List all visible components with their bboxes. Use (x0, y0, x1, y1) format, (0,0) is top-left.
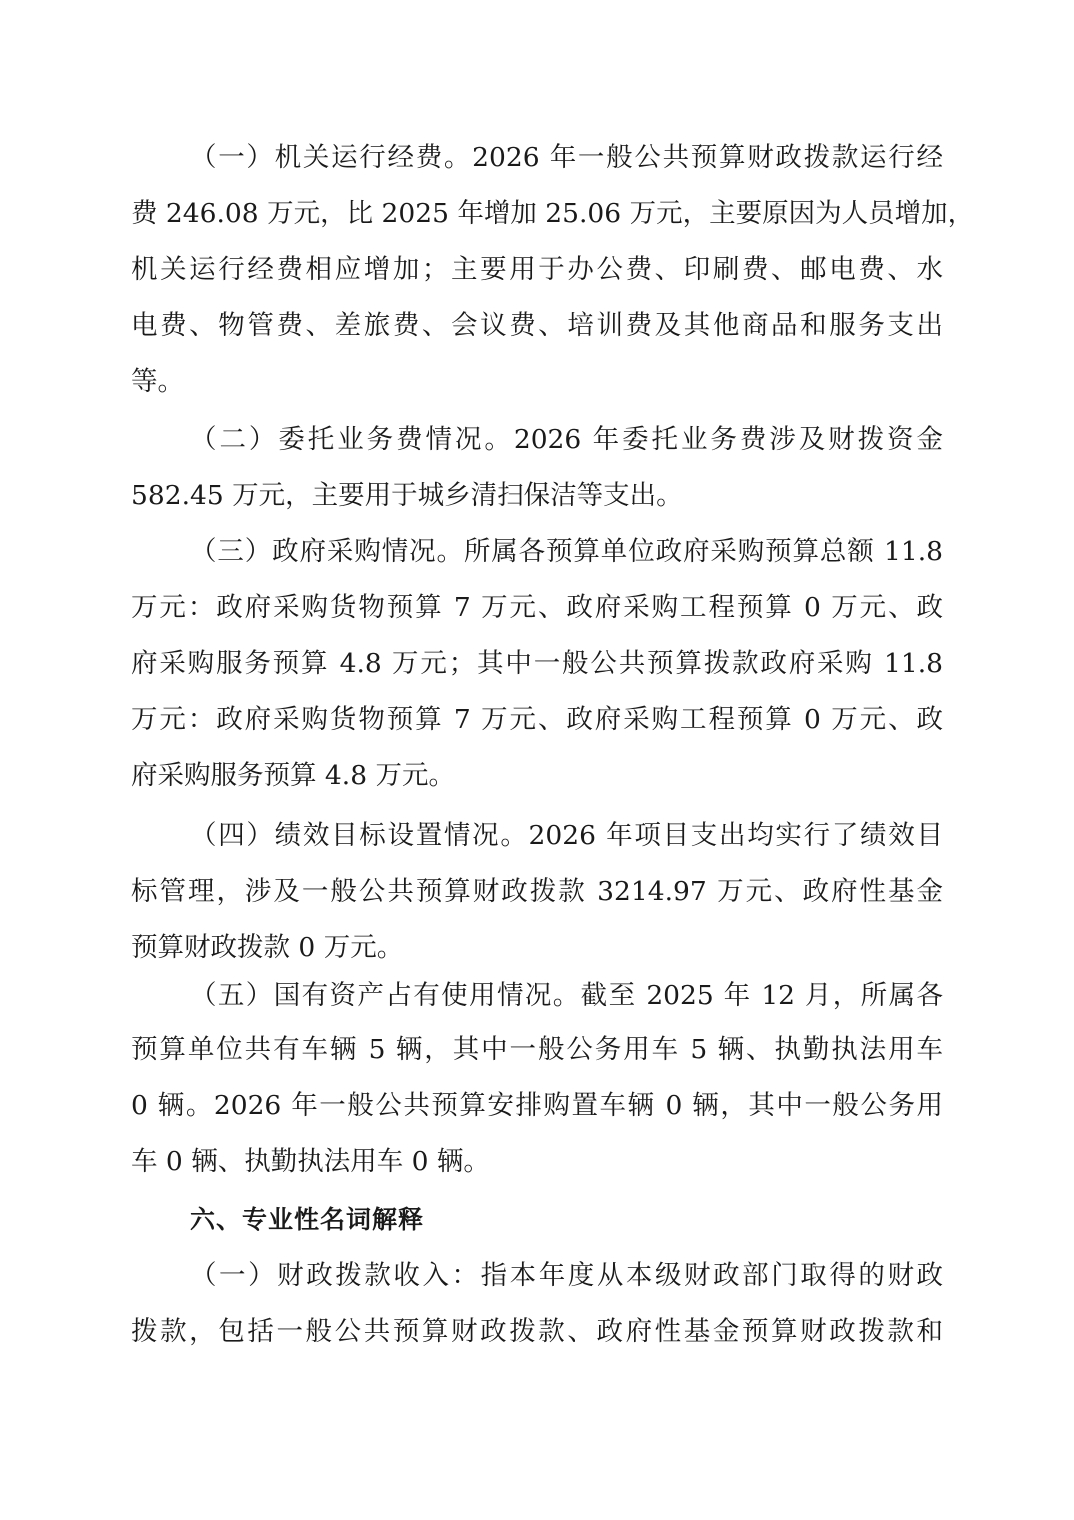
paragraph-1-line-2: 费 246.08 万元，比 2025 年增加 25.06 万元，主要原因为人员增加， (131, 198, 975, 229)
paragraph-6-line-2: 拨款，包括一般公共预算财政拨款、政府性基金预算财政拨款和 (131, 1316, 943, 1347)
paragraph-4-line-1: （四）绩效目标设置情况。2026 年项目支出均实行了绩效目 (190, 820, 943, 851)
paragraph-3-line-4: 万元：政府采购货物预算 7 万元、政府采购工程预算 0 万元、政 (131, 704, 943, 735)
paragraph-5-line-2: 预算单位共有车辆 5 辆，其中一般公务用车 5 辆、执勤执法用车 (131, 1034, 943, 1065)
paragraph-6-line-1: （一）财政拨款收入：指本年度从本级财政部门取得的财政 (190, 1260, 943, 1291)
section-heading: 六、专业性名词解释 (190, 1205, 425, 1234)
paragraph-4-line-2: 标管理，涉及一般公共预算财政拨款 3214.97 万元、政府性基金 (131, 876, 943, 907)
paragraph-1-line-1: （一）机关运行经费。2026 年一般公共预算财政拨款运行经 (190, 142, 943, 173)
paragraph-1-line-4: 电费、物管费、差旅费、会议费、培训费及其他商品和服务支出 (131, 310, 943, 341)
paragraph-5-line-4: 车 0 辆、执勤执法用车 0 辆。 (131, 1146, 490, 1177)
paragraph-1-line-3: 机关运行经费相应增加；主要用于办公费、印刷费、邮电费、水 (131, 254, 943, 285)
paragraph-3-line-1: （三）政府采购情况。所属各预算单位政府采购预算总额 11.8 (190, 536, 943, 567)
paragraph-4-line-3: 预算财政拨款 0 万元。 (131, 932, 404, 963)
paragraph-5-line-1: （五）国有资产占有使用情况。截至 2025 年 12 月，所属各 (190, 980, 943, 1011)
paragraph-2-line-2: 582.45 万元，主要用于城乡清扫保洁等支出。 (131, 480, 683, 511)
paragraph-3-line-5: 府采购服务预算 4.8 万元。 (131, 760, 455, 791)
paragraph-1-line-5: 等。 (131, 366, 184, 397)
paragraph-5-line-3: 0 辆。2026 年一般公共预算安排购置车辆 0 辆，其中一般公务用 (131, 1090, 943, 1121)
paragraph-2-line-1: （二）委托业务费情况。2026 年委托业务费涉及财拨资金 (190, 424, 943, 455)
paragraph-3-line-2: 万元：政府采购货物预算 7 万元、政府采购工程预算 0 万元、政 (131, 592, 943, 623)
paragraph-3-line-3: 府采购服务预算 4.8 万元；其中一般公共预算拨款政府采购 11.8 (131, 648, 943, 679)
